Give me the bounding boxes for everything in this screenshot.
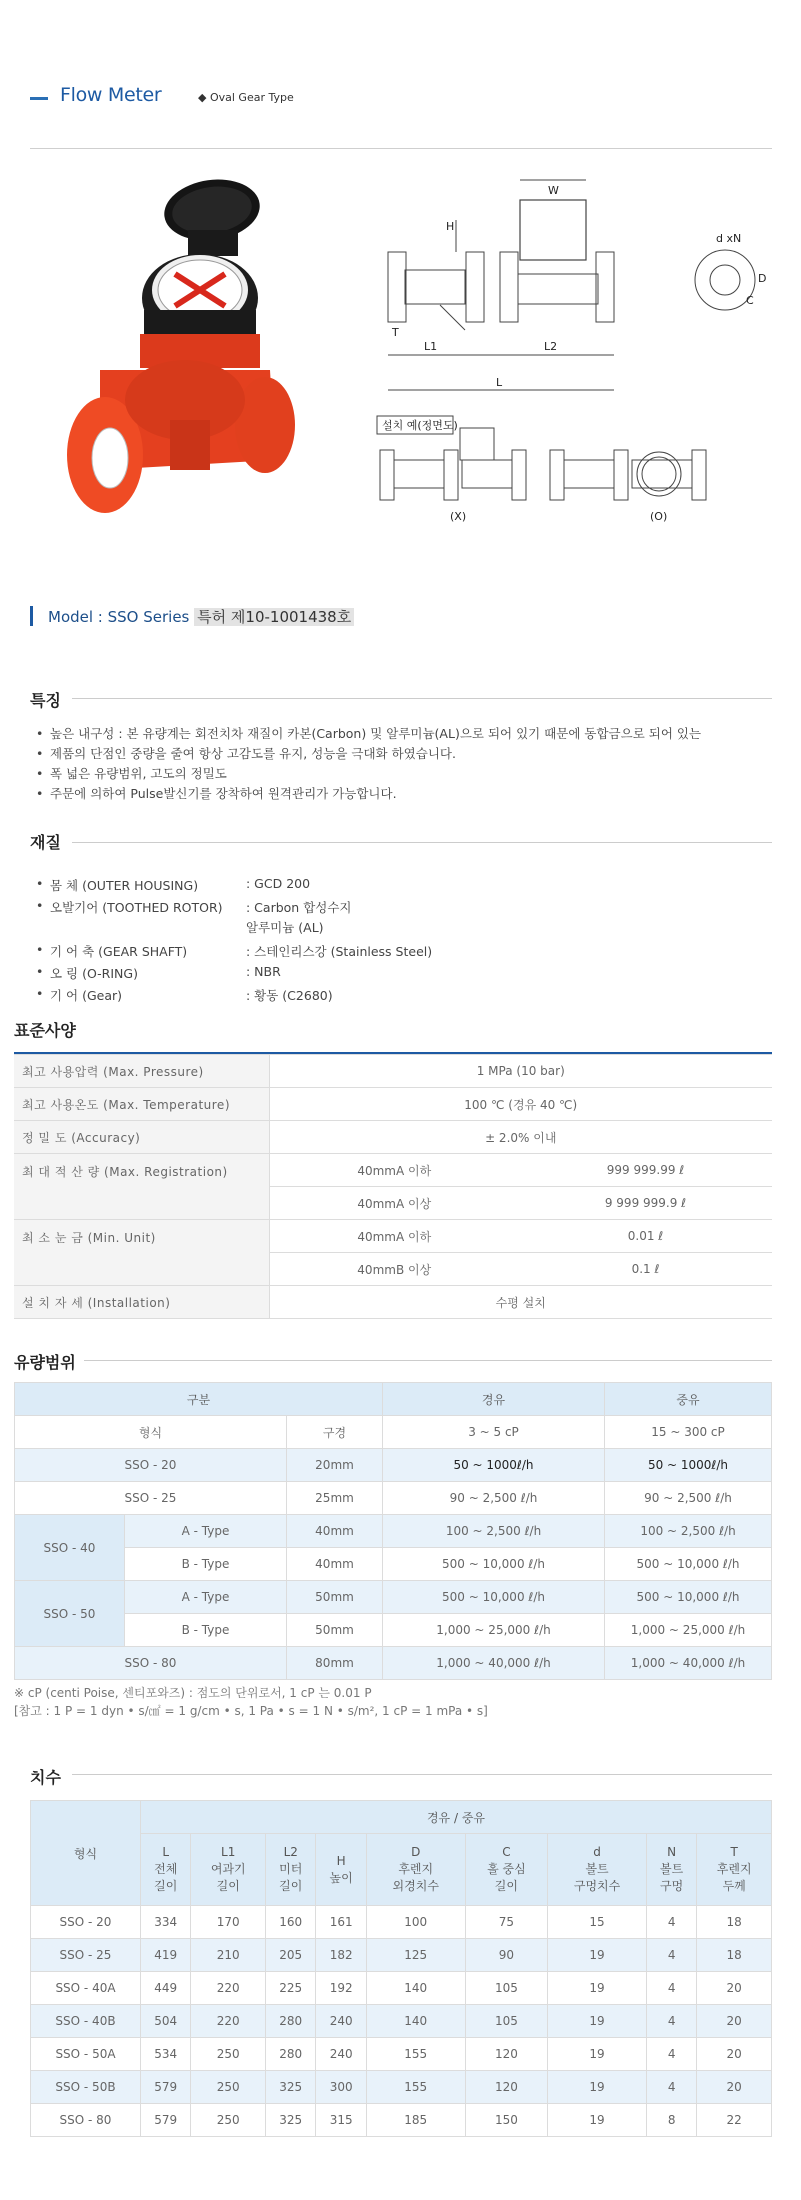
material-row: • 기 어 축 (GEAR SHAFT) : 스테인리스강 (Stainless Steel) xyxy=(36,942,433,959)
materials-divider xyxy=(72,842,772,843)
dim-l1: L1 xyxy=(424,340,438,353)
material-row-cont: 알루미늄 (AL) xyxy=(246,920,324,935)
dims-value-cell: 250 xyxy=(191,2038,266,2071)
flow-divider xyxy=(84,1360,772,1361)
page-subtitle: ◆ Oval Gear Type xyxy=(198,91,294,104)
spec-row: 설 치 자 세 (Installation) 수평 설치 xyxy=(14,1286,772,1319)
materials-heading: 재질 xyxy=(30,833,61,852)
dims-value-cell: 240 xyxy=(316,2038,366,2071)
dims-value-cell: 182 xyxy=(316,1939,366,1972)
page-title: Flow Meter xyxy=(60,84,162,106)
dims-value-cell: 250 xyxy=(191,2071,266,2104)
install-example-label: 설치 예(정면도) xyxy=(382,419,458,432)
spec-heading: 표준사양 xyxy=(14,1021,76,1040)
dims-heading: 치수 xyxy=(30,1768,61,1787)
dims-value-cell: 534 xyxy=(141,2038,191,2071)
dims-model-cell: SSO - 80 xyxy=(31,2104,141,2137)
dims-value-cell: 160 xyxy=(266,1906,316,1939)
feature-item: • 주문에 의하여 Pulse발신기를 장착하여 원격관리가 가능합니다. xyxy=(36,784,776,804)
flow-row: B - Type 50mm 1,000 ~ 25,000 ℓ/h 1,000 ~ 25,000 ℓ/h xyxy=(15,1614,772,1647)
dims-row xyxy=(31,2005,772,2038)
dims-value-cell: 19 xyxy=(548,1939,647,1972)
dims-row xyxy=(31,1939,772,1972)
spec-row: 최 대 적 산 량 (Max. Registration) 40mmA 이하 999 999.99 ℓ xyxy=(14,1154,772,1187)
dims-value-cell: 315 xyxy=(316,2104,366,2137)
dims-value-cell: 250 xyxy=(191,2104,266,2137)
dims-value-cell: 170 xyxy=(191,1906,266,1939)
dims-header-row: 형식 경유 / 중유 xyxy=(31,1801,772,1834)
features-list xyxy=(36,724,776,804)
flow-row: SSO - 20 20mm 50 ~ 1000ℓ/h 50 ~ 1000ℓ/h xyxy=(15,1449,772,1482)
flow-note-1: ※ cP (centi Poise, 센티포와즈) : 점도의 단위로서, 1 cP 는 0.01 P xyxy=(14,1686,372,1700)
dims-value-cell: 155 xyxy=(366,2071,465,2104)
flow-header-row: 구분 경유 중유 xyxy=(15,1383,772,1416)
material-row: • 오 링 (O-RING) : NBR xyxy=(36,964,281,981)
dims-row xyxy=(31,1906,772,1939)
features-divider xyxy=(72,698,772,699)
dims-value-cell: 125 xyxy=(366,1939,465,1972)
dims-value-cell: 20 xyxy=(697,2071,772,2104)
dims-value-cell: 90 xyxy=(465,1939,548,1972)
flow-heading: 유량범위 xyxy=(14,1353,76,1372)
dims-value-cell: 155 xyxy=(366,2038,465,2071)
dims-value-cell: 192 xyxy=(316,1972,366,2005)
feature-item-cont: • 제품의 단점인 중량을 줄여 항상 고감도를 유지, 성능을 극대화 하였습니다. xyxy=(36,744,776,764)
dims-value-cell: 220 xyxy=(191,2005,266,2038)
flow-row: SSO - 25 25mm 90 ~ 2,500 ℓ/h 90 ~ 2,500 ℓ/h xyxy=(15,1482,772,1515)
header-divider xyxy=(30,148,772,149)
dims-value-cell: 120 xyxy=(465,2038,548,2071)
dims-value-cell: 19 xyxy=(548,2104,647,2137)
dimension-drawing xyxy=(370,170,770,570)
material-row: • 기 어 (Gear) : 황동 (C2680) xyxy=(36,986,333,1003)
product-photo xyxy=(60,170,320,550)
spec-row: 40mmA 이상 9 999 999.9 ℓ xyxy=(14,1187,772,1220)
dims-value-cell: 19 xyxy=(548,2071,647,2104)
model-line xyxy=(48,606,354,627)
material-row: • 몸 체 (OUTER HOUSING) : GCD 200 xyxy=(36,876,311,893)
spec-row: 최고 사용온도 (Max. Temperature) 100 ℃ (경유 40 ℃) xyxy=(14,1088,772,1121)
dims-row xyxy=(31,2071,772,2104)
features-heading: 특징 xyxy=(30,691,61,710)
dim-l: L xyxy=(496,376,503,389)
patent-number: 특허 제10-1001438호 xyxy=(194,608,354,626)
dims-value-cell: 4 xyxy=(646,1972,696,2005)
spec-table xyxy=(14,1054,772,1319)
dims-row xyxy=(31,1972,772,2005)
dims-divider xyxy=(72,1774,772,1775)
dims-value-cell: 504 xyxy=(141,2005,191,2038)
dims-value-cell: 325 xyxy=(266,2104,316,2137)
dimensions-table xyxy=(30,1800,772,2137)
dims-value-cell: 22 xyxy=(697,2104,772,2137)
dims-model-cell: SSO - 20 xyxy=(31,1906,141,1939)
feature-item: • 높은 내구성 : 본 유량계는 회전치차 재질이 카본(Carbon) 및 알루미늄(AL)으로 되어 있기 때문에 동합금으로 되어 있는 xyxy=(36,724,776,744)
dims-value-cell: 105 xyxy=(465,1972,548,2005)
dims-value-cell: 240 xyxy=(316,2005,366,2038)
dims-value-cell: 75 xyxy=(465,1906,548,1939)
spec-row: 최고 사용압력 (Max. Pressure) 1 MPa (10 bar) xyxy=(14,1055,772,1088)
dims-value-cell: 280 xyxy=(266,2005,316,2038)
dims-row xyxy=(31,2104,772,2137)
dims-value-cell: 210 xyxy=(191,1939,266,1972)
dims-value-cell: 18 xyxy=(697,1939,772,1972)
dims-value-cell: 205 xyxy=(266,1939,316,1972)
flow-range-table xyxy=(14,1382,772,1680)
dims-value-cell: 19 xyxy=(548,2005,647,2038)
flow-row: SSO - 80 80mm 1,000 ~ 40,000 ℓ/h 1,000 ~ 40,000 ℓ/h xyxy=(15,1647,772,1680)
dims-value-cell: 300 xyxy=(316,2071,366,2104)
dims-model-cell: SSO - 40A xyxy=(31,1972,141,2005)
model-name: Model : SSO Series xyxy=(48,608,190,626)
dims-model-cell: SSO - 50B xyxy=(31,2071,141,2104)
dims-value-cell: 4 xyxy=(646,1906,696,1939)
model-accent-bar xyxy=(30,606,33,626)
flow-row: SSO - 40 A - Type 40mm 100 ~ 2,500 ℓ/h 100 ~ 2,500 ℓ/h xyxy=(15,1515,772,1548)
dims-value-cell: 100 xyxy=(366,1906,465,1939)
title-accent-bar xyxy=(30,97,48,100)
dim-w: W xyxy=(548,184,559,197)
dims-value-cell: 334 xyxy=(141,1906,191,1939)
flow-note-2: [참고 : 1 P = 1 dyn • s/㎠ = 1 g/cm • s, 1 Pa • s = 1 N • s/m², 1 cP = 1 mPa • s] xyxy=(14,1704,488,1718)
dim-c: C xyxy=(746,294,754,307)
dim-t: T xyxy=(392,326,399,339)
dims-value-cell: 220 xyxy=(191,1972,266,2005)
dims-value-cell: 20 xyxy=(697,1972,772,2005)
dims-value-cell: 140 xyxy=(366,1972,465,2005)
spec-row: 40mmB 이상 0.1 ℓ xyxy=(14,1253,772,1286)
install-o-label: (O) xyxy=(650,510,668,523)
flow-row: B - Type 40mm 500 ~ 10,000 ℓ/h 500 ~ 10,000 ℓ/h xyxy=(15,1548,772,1581)
dims-value-cell: 280 xyxy=(266,2038,316,2071)
dims-value-cell: 140 xyxy=(366,2005,465,2038)
dims-value-cell: 579 xyxy=(141,2071,191,2104)
install-x-label: (X) xyxy=(450,510,467,523)
dim-dxn: d xN xyxy=(716,232,742,245)
dims-value-cell: 4 xyxy=(646,2071,696,2104)
dims-value-cell: 4 xyxy=(646,2005,696,2038)
dims-value-cell: 449 xyxy=(141,1972,191,2005)
dims-value-cell: 325 xyxy=(266,2071,316,2104)
dims-value-cell: 150 xyxy=(465,2104,548,2137)
dims-value-cell: 20 xyxy=(697,2005,772,2038)
dims-value-cell: 225 xyxy=(266,1972,316,2005)
dims-value-cell: 19 xyxy=(548,1972,647,2005)
dim-d: D xyxy=(758,272,767,285)
dims-value-cell: 4 xyxy=(646,1939,696,1972)
dims-model-cell: SSO - 50A xyxy=(31,2038,141,2071)
dims-col-row: L 전체 길이 L1 여과기 길이 L2 미터 길이 H 높이 D 후렌지 외경치수 C 홀 중심 길이 d 볼트 구멍치수 N 볼트 구멍 T 후렌지 두께 xyxy=(31,1834,772,1906)
feature-item: • 폭 넓은 유량범위, 고도의 정밀도 xyxy=(36,764,776,784)
dims-value-cell: 18 xyxy=(697,1906,772,1939)
dims-value-cell: 120 xyxy=(465,2071,548,2104)
flow-subheader-row: 형식 구경 3 ~ 5 cP 15 ~ 300 cP xyxy=(15,1416,772,1449)
dims-value-cell: 19 xyxy=(548,2038,647,2071)
material-row: • 오발기어 (TOOTHED ROTOR) : Carbon 합성수지 xyxy=(36,898,352,915)
spec-row: 정 밀 도 (Accuracy) ± 2.0% 이내 xyxy=(14,1121,772,1154)
dims-value-cell: 105 xyxy=(465,2005,548,2038)
flow-row: SSO - 50 A - Type 50mm 500 ~ 10,000 ℓ/h 500 ~ 10,000 ℓ/h xyxy=(15,1581,772,1614)
dim-h: H xyxy=(446,220,455,233)
dims-value-cell: 4 xyxy=(646,2038,696,2071)
dims-row xyxy=(31,2038,772,2071)
dims-model-cell: SSO - 25 xyxy=(31,1939,141,1972)
dims-value-cell: 185 xyxy=(366,2104,465,2137)
dims-value-cell: 579 xyxy=(141,2104,191,2137)
dims-value-cell: 8 xyxy=(646,2104,696,2137)
dims-model-cell: SSO - 40B xyxy=(31,2005,141,2038)
spec-row: 최 소 눈 금 (Min. Unit) 40mmA 이하 0.01 ℓ xyxy=(14,1220,772,1253)
dims-value-cell: 15 xyxy=(548,1906,647,1939)
dims-value-cell: 419 xyxy=(141,1939,191,1972)
dims-value-cell: 20 xyxy=(697,2038,772,2071)
dims-value-cell: 161 xyxy=(316,1906,366,1939)
dim-l2: L2 xyxy=(544,340,558,353)
